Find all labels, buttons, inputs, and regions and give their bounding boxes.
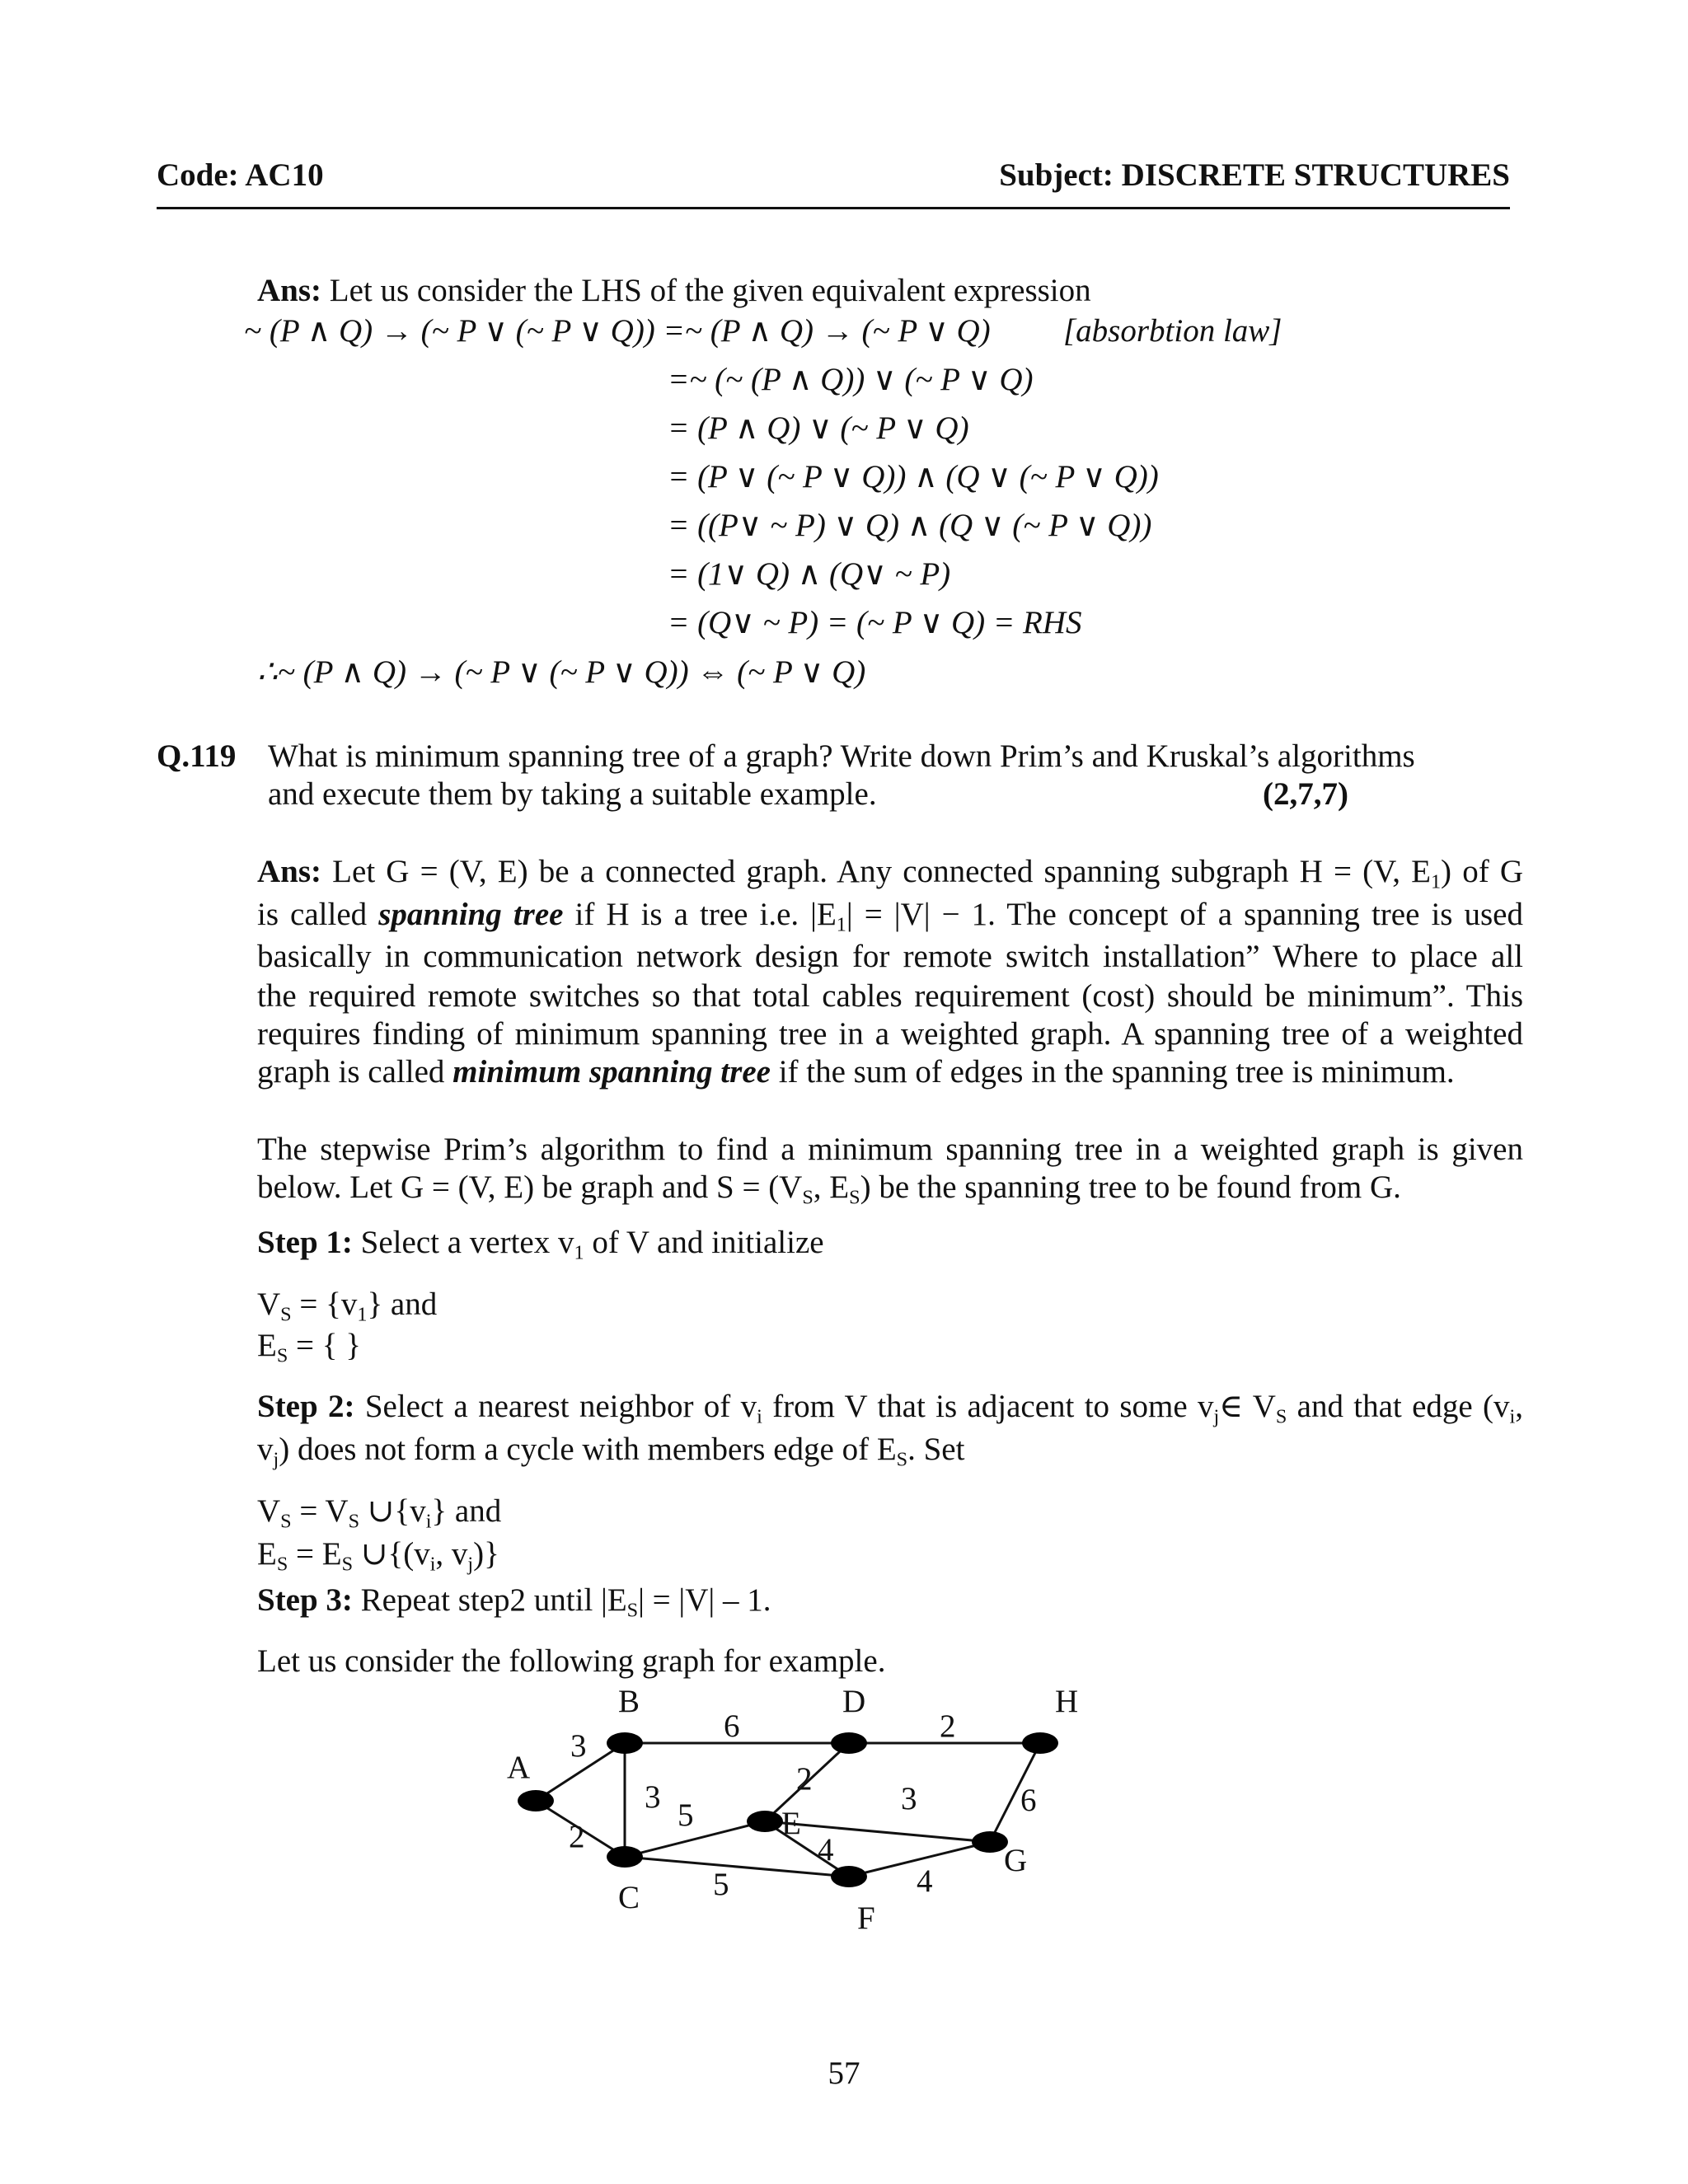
vs-sub: S	[280, 1303, 292, 1326]
p1-text-2c: | = |V| − 1. The concept of a spanning tree is used	[846, 897, 1523, 932]
proof-line-1-note: [absorbtion law]	[1063, 313, 1282, 349]
graph-node-H	[1022, 1732, 1058, 1754]
node-label-G: G	[1004, 1843, 1028, 1878]
graph-edge-C-E	[625, 1821, 765, 1857]
example-intro: Let us consider the following graph for example.	[257, 1643, 886, 1679]
p1-text-3: basically in communication network design for remote switch installation” Where to place all	[257, 939, 1523, 974]
p1-text-6b: if the sum of edges in the spanning tree is minimum.	[770, 1054, 1455, 1090]
edge-weight-F-G: 4	[917, 1863, 933, 1899]
term-minimum-spanning-tree: minimum spanning tree	[452, 1054, 771, 1090]
proof-conclusion: ∴~ (P ∧ Q) → (~ P ∨ (~ P ∨ Q)) ⇔ (~ P ∨ Q)	[257, 654, 866, 690]
edge-weight-H-G: 6	[1020, 1783, 1037, 1818]
s2-es-b: = E	[288, 1536, 342, 1572]
step-2-text-c: ∈ V	[1219, 1389, 1276, 1424]
step-3-label: Step 3:	[257, 1582, 353, 1618]
step-2-sub-i2: i	[1509, 1405, 1516, 1428]
p1-text-4: the required remote switches so that total cables requirement (cost) should be minimum”. This	[257, 978, 1523, 1014]
node-label-B: B	[618, 1685, 640, 1719]
node-label-C: C	[618, 1880, 640, 1915]
question-marks: (2,7,7)	[1263, 776, 1348, 812]
p1-text-6a: graph is called	[257, 1054, 453, 1090]
s2-es-sub2: S	[341, 1553, 354, 1576]
p2-text-a: below. Let G = (V, E) be graph and S = (V	[257, 1169, 803, 1205]
p1-text-2b: if H is a tree i.e. |E	[563, 897, 837, 932]
s2-vs-a: V	[257, 1493, 281, 1529]
node-label-F: F	[857, 1900, 875, 1936]
s2-es-d: , v	[435, 1536, 468, 1572]
p1-text-1: Let G = (V, E) be a connected graph. Any connected spanning subgraph H = (V, E	[321, 854, 1431, 889]
vs-b: = {v	[291, 1286, 358, 1322]
step-2-l2-sub-s: S	[896, 1448, 908, 1471]
s2-es-a: E	[257, 1536, 277, 1572]
p2-sub-1: S	[802, 1186, 814, 1209]
p2-sub-2: S	[849, 1186, 860, 1209]
proof-step-4: = ((P∨ ~ P) ∨ Q) ∧ (Q ∨ (~ P ∨ Q))	[668, 508, 1152, 543]
step-2-text-d: and that edge (v	[1287, 1389, 1510, 1424]
p1-sub-2: 1	[836, 913, 846, 936]
edge-weight-C-E: 5	[678, 1797, 694, 1833]
vs-a: V	[257, 1286, 281, 1322]
es-a: E	[257, 1328, 277, 1363]
graph-edge-E-F	[765, 1821, 849, 1877]
header-rule	[157, 207, 1510, 209]
step-2-l2-a: v	[257, 1432, 274, 1467]
graph-node-B	[607, 1732, 643, 1754]
p1-text-2a: is called	[257, 897, 379, 932]
proof-step-2: = (P ∧ Q) ∨ (~ P ∨ Q)	[668, 410, 969, 446]
p2-text-b: , E	[813, 1169, 850, 1205]
step-2-es	[257, 1536, 499, 1576]
s2-vs-sub2: S	[348, 1510, 360, 1533]
step-2-l2-sub-j: j	[273, 1448, 279, 1471]
proof-step-6: = (Q∨ ~ P) = (~ P ∨ Q) = RHS	[668, 605, 1082, 640]
proof-step-3: = (P ∨ (~ P ∨ Q)) ∧ (Q ∨ (~ P ∨ Q))	[668, 459, 1159, 494]
answer-paragraph-1	[257, 851, 1523, 1091]
step-2-vs	[257, 1493, 502, 1533]
step-2-l2-b: ) does not form a cycle with members edge of E	[279, 1432, 897, 1467]
s2-es-c: ∪{(v	[353, 1536, 430, 1572]
p2-text-c: ) be the spanning tree to be found from G.	[860, 1169, 1401, 1205]
step-3-text-a: Repeat step2 until |E	[352, 1582, 627, 1618]
proof-step-1: =~ (~ (P ∧ Q)) ∨ (~ P ∨ Q)	[668, 362, 1034, 397]
node-label-D: D	[842, 1685, 866, 1719]
vs-sub2: 1	[357, 1303, 368, 1326]
proof-step-5: = (1∨ Q) ∧ (Q∨ ~ P)	[668, 556, 951, 592]
edge-weight-B-D: 6	[724, 1708, 740, 1744]
edge-weight-C-F: 5	[713, 1867, 729, 1902]
vs-c: } and	[367, 1286, 438, 1322]
step-3	[257, 1582, 771, 1622]
s2-vs-c: ∪{v	[359, 1493, 426, 1529]
step-2-l2-c: . Set	[907, 1432, 965, 1467]
step-1-es	[257, 1328, 361, 1367]
header-code: Code: AC10	[157, 157, 324, 193]
edge-weight-A-C: 2	[569, 1819, 585, 1854]
s2-vs-d: } and	[431, 1493, 502, 1529]
p1-sub-1: 1	[1430, 870, 1442, 893]
step-2-text-b: from V that is adjacent to some v	[762, 1389, 1214, 1424]
step-2-label: Step 2:	[257, 1389, 355, 1424]
edge-weight-D-H: 2	[940, 1708, 956, 1744]
es-b: = { }	[288, 1328, 361, 1363]
edge-weight-B-C: 3	[645, 1779, 661, 1815]
step-1-text-b: of V and initialize	[584, 1225, 824, 1260]
node-label-E: E	[781, 1806, 801, 1841]
node-label-A: A	[507, 1750, 531, 1785]
step-1-vs	[257, 1286, 438, 1326]
s2-es-sub: S	[276, 1553, 288, 1576]
graph-edge-C-F	[625, 1857, 849, 1877]
step-2-sub-s: S	[1275, 1405, 1287, 1428]
s2-es-sub3: i	[429, 1553, 436, 1576]
step-2-sub-j: j	[1213, 1405, 1220, 1428]
step-1	[257, 1225, 824, 1264]
graph-node-A	[518, 1790, 554, 1811]
s2-vs-b: = V	[291, 1493, 349, 1529]
step-1-text-a: Select a vertex v	[352, 1225, 574, 1260]
proof-line-1: ~ (P ∧ Q) → (~ P ∨ (~ P ∨ Q)) =~ (P ∧ Q) → (~ P ∨ Q)	[244, 313, 991, 349]
graph-node-D	[831, 1732, 867, 1754]
graph-node-F	[831, 1866, 867, 1887]
node-label-H: H	[1055, 1685, 1079, 1719]
question-line-2: and execute them by taking a suitable example.	[268, 776, 877, 812]
ans-label: Ans:	[257, 273, 322, 308]
es-sub: S	[276, 1344, 288, 1367]
header-subject: Subject: DISCRETE STRUCTURES	[999, 157, 1510, 193]
answer-paragraph-2	[257, 1131, 1523, 1207]
edge-weight-E-F: 4	[818, 1832, 834, 1868]
p1-text-1-end: ) of G	[1441, 854, 1523, 889]
p2-line-1: The stepwise Prim’s algorithm to find a minimum spanning tree in a weighted graph is given	[257, 1132, 1523, 1167]
page-number: 57	[828, 2055, 860, 2091]
ans-label-2: Ans:	[257, 854, 322, 889]
step-2-sub-i: i	[757, 1405, 762, 1428]
proof-intro	[257, 274, 1091, 307]
step-1-label: Step 1:	[257, 1225, 353, 1260]
proof-intro-text: Let us consider the LHS of the given equivalent expression	[321, 273, 1091, 308]
graph-node-C	[607, 1846, 643, 1868]
question-number: Q.119	[157, 738, 237, 774]
term-spanning-tree: spanning tree	[378, 897, 564, 932]
step-2-text-e: ,	[1515, 1389, 1523, 1424]
s2-vs-sub: S	[280, 1510, 292, 1533]
graph-node-G	[972, 1831, 1008, 1853]
graph-node-E	[747, 1811, 783, 1832]
p1-text-5: requires finding of minimum spanning tree in a weighted graph. A spanning tree of a weighted	[257, 1016, 1523, 1052]
step-2-text-a: Select a nearest neighbor of v	[354, 1389, 757, 1424]
s2-es-e: )}	[473, 1536, 499, 1572]
s2-es-sub4: j	[467, 1553, 474, 1576]
weighted-graph	[462, 1685, 1121, 1949]
edge-weight-D-E: 2	[796, 1761, 813, 1797]
step-3-text-b: | = |V| – 1.	[638, 1582, 771, 1618]
question-line-1: What is minimum spanning tree of a graph? Write down Prim’s and Kruskal’s algorithms	[268, 738, 1415, 774]
edge-weight-E-G: 3	[901, 1781, 917, 1816]
edge-weight-A-B: 3	[570, 1728, 587, 1764]
step-2	[257, 1385, 1523, 1471]
step-3-sub: S	[626, 1599, 639, 1622]
step-1-sub: 1	[574, 1241, 584, 1264]
s2-vs-sub3: i	[425, 1510, 432, 1533]
